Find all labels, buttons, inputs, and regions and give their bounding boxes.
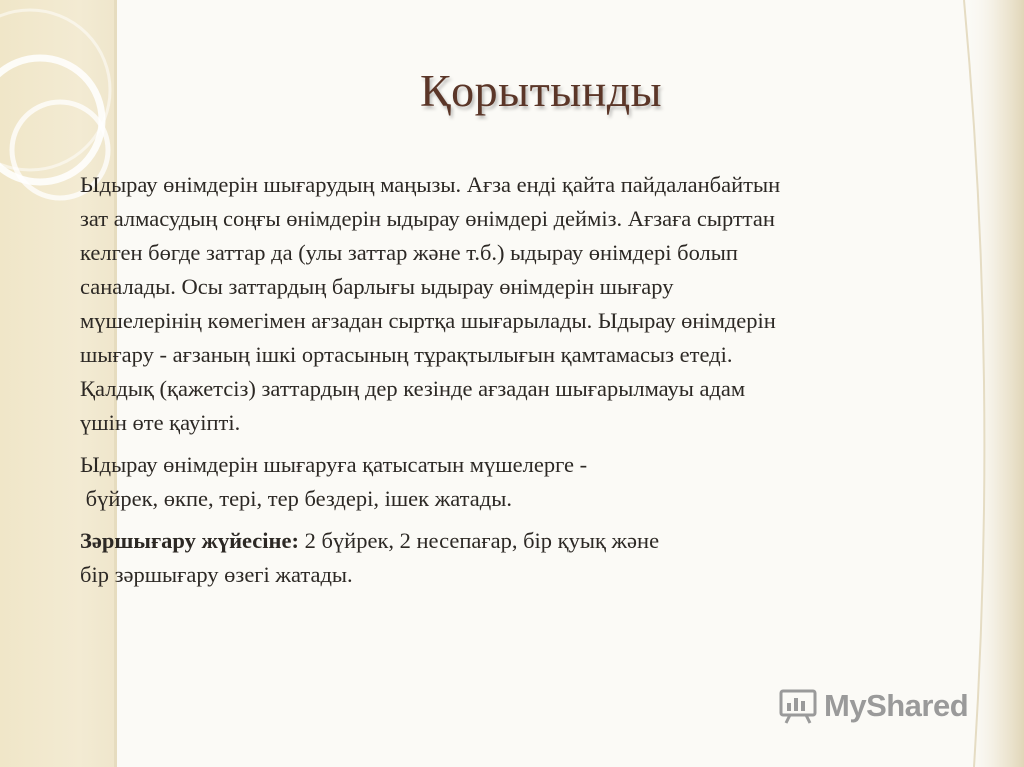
text-line: бүйрек, өкпе, тері, тер бездері, ішек жатады. (80, 486, 512, 511)
paragraph-urinary-system (80, 524, 960, 592)
text-line: зат алмасудың соңғы өнімдерін ыдырау өнімдері дейміз. Ағзаға сырттан (80, 206, 775, 231)
watermark-text: MyShared (824, 688, 969, 723)
myshared-logo-icon (778, 686, 818, 726)
text-line: бір зәршығару өзегі жатады. (80, 562, 353, 587)
slide-body (80, 168, 960, 600)
slide-title: Қорытынды (420, 65, 663, 116)
text-line: үшін өте қауіпті. (80, 410, 241, 435)
text-line: саналады. Осы заттардың барлығы ыдырау өнімдерін шығару (80, 274, 674, 299)
text-line (80, 524, 960, 558)
text-line: Ыдырау өнімдерін шығаруға қатысатын мүшелерге - (80, 452, 588, 477)
text-line: Ыдырау өнімдерін шығарудың маңызы. Ағза енді қайта пайдаланбайтын (80, 172, 781, 197)
text-line: келген бөгде заттар да (улы заттар және т.б.) ыдырау өнімдері болып (80, 240, 738, 265)
paragraph-importance (80, 168, 960, 440)
text-fragment: 2 бүйрек, 2 несепағар, бір қуық және (298, 528, 660, 553)
text-line: шығару - ағзаның ішкі ортасының тұрақтылығын қамтамасыз етеді. (80, 342, 733, 367)
text-line: Қалдық (қажетсіз) заттардың дер кезінде ағзадан шығарылмауы адам (80, 376, 746, 401)
paragraph-organs (80, 448, 960, 516)
text-line: мүшелерінің көмегімен ағзадан сыртқа шығарылады. Ыдырау өнімдерін (80, 308, 776, 333)
bold-lead: Зәршығару жүйесіне: (80, 528, 299, 553)
myshared-watermark (778, 686, 968, 726)
